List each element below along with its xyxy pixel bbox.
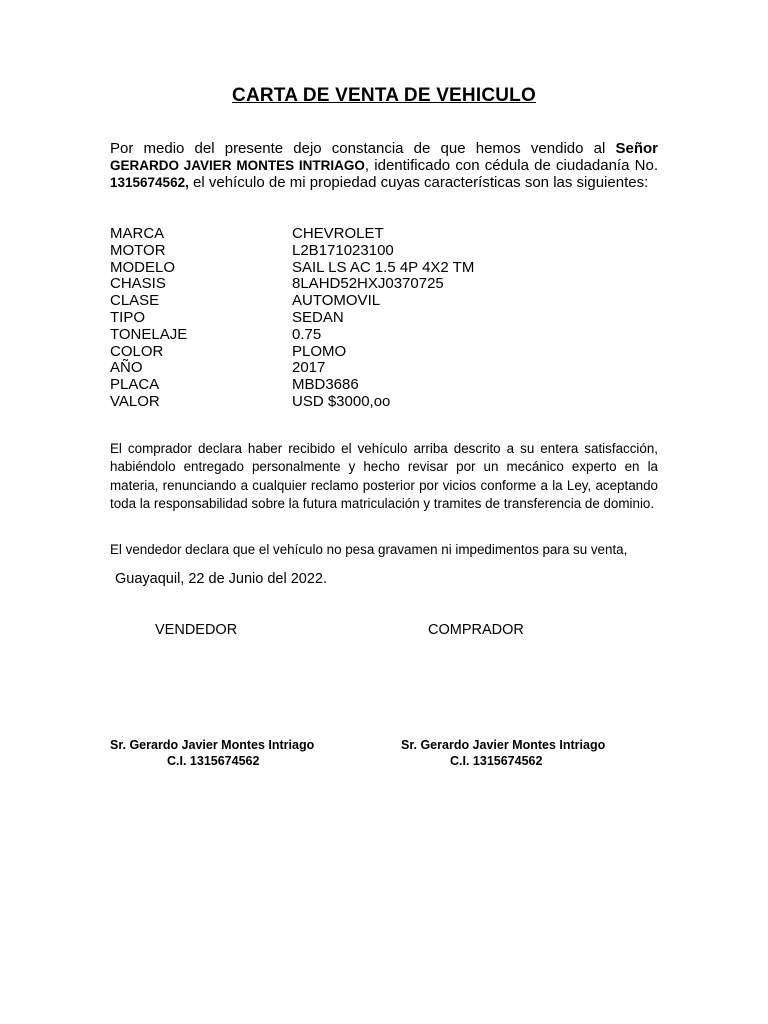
buyer-role-label: COMPRADOR — [428, 622, 524, 638]
spec-label: MARCA — [110, 225, 165, 242]
spec-label: AÑO — [110, 359, 143, 377]
spec-row-motor — [110, 243, 658, 260]
buyer-id-number: 1315674562, — [110, 175, 189, 190]
spec-value: SAIL LS AC 1.5 4P 4X2 TM — [292, 258, 475, 276]
spec-label: PLACA — [110, 376, 160, 394]
spec-row-ano — [110, 360, 658, 377]
spec-label: CHASIS — [110, 275, 166, 293]
spec-label: TIPO — [110, 308, 146, 326]
buyer-declaration-paragraph: El comprador declara haber recibido el vehículo arriba descrito a su entera satisfacción, habiéndolo entregado personalmente y hecho revisar por un mecánico experto en la materia, renunciando a cualquier reclamo posterior por vicios conforme a la Ley, aceptando toda la responsabilidad sobre la futura matriculación y tramites de transferencia de dominio. — [110, 441, 658, 511]
spec-row-color — [110, 344, 658, 361]
spec-label: TONELAJE — [110, 325, 188, 343]
document-title: CARTA DE VENTA DE VEHICULO — [232, 85, 536, 106]
spec-value: CHEVROLET — [292, 225, 384, 242]
spec-label: COLOR — [110, 342, 164, 360]
date-line: Guayaquil, 22 de Junio del 2022. — [115, 571, 328, 587]
seller-role-label: VENDEDOR — [155, 622, 238, 638]
buyer-signature-ci: C.I. 1315674562 — [450, 754, 543, 768]
vehicle-specs — [110, 226, 658, 411]
spec-row-clase — [110, 293, 658, 310]
spec-label: MODELO — [110, 258, 176, 276]
spec-value: 2017 — [292, 359, 326, 377]
spec-row-tipo — [110, 310, 658, 327]
spec-label: MOTOR — [110, 241, 166, 259]
spec-row-placa — [110, 377, 658, 394]
spec-row-marca — [110, 226, 658, 243]
intro-senor: Señor — [615, 140, 658, 157]
spec-row-valor — [110, 394, 658, 411]
spec-value: AUTOMOVIL — [292, 292, 381, 310]
spec-value: USD $3000,oo — [292, 392, 391, 410]
buyer-name: GERARDO JAVIER MONTES INTRIAGO — [110, 158, 365, 173]
spec-value: MBD3686 — [292, 376, 359, 394]
seller-declaration-paragraph: El vendedor declara que el vehículo no pesa gravamen ni impedimentos para su venta, — [110, 542, 628, 557]
spec-row-chasis — [110, 276, 658, 293]
spec-row-modelo — [110, 260, 658, 277]
spec-value: SEDAN — [292, 308, 344, 326]
intro-text-2: , identificado con cédula de ciudadanía No. — [364, 157, 658, 174]
spec-row-tonelaje — [110, 327, 658, 344]
spec-value: 0.75 — [292, 325, 322, 343]
intro-paragraph — [110, 140, 658, 191]
seller-signature-ci: C.I. 1315674562 — [167, 754, 260, 768]
seller-signature-name: Sr. Gerardo Javier Montes Intriago — [110, 738, 315, 752]
buyer-signature-name: Sr. Gerardo Javier Montes Intriago — [401, 738, 606, 752]
spec-label: VALOR — [110, 392, 160, 410]
spec-label: CLASE — [110, 292, 160, 310]
spec-value: 8LAHD52HXJ0370725 — [292, 275, 444, 293]
intro-text-1: Por medio del presente dejo constancia de que hemos vendido al — [110, 140, 616, 157]
spec-value: PLOMO — [292, 342, 347, 360]
spec-value: L2B171023100 — [292, 241, 394, 259]
intro-text-3: el vehículo de mi propiedad cuyas características son las siguientes: — [188, 174, 649, 191]
